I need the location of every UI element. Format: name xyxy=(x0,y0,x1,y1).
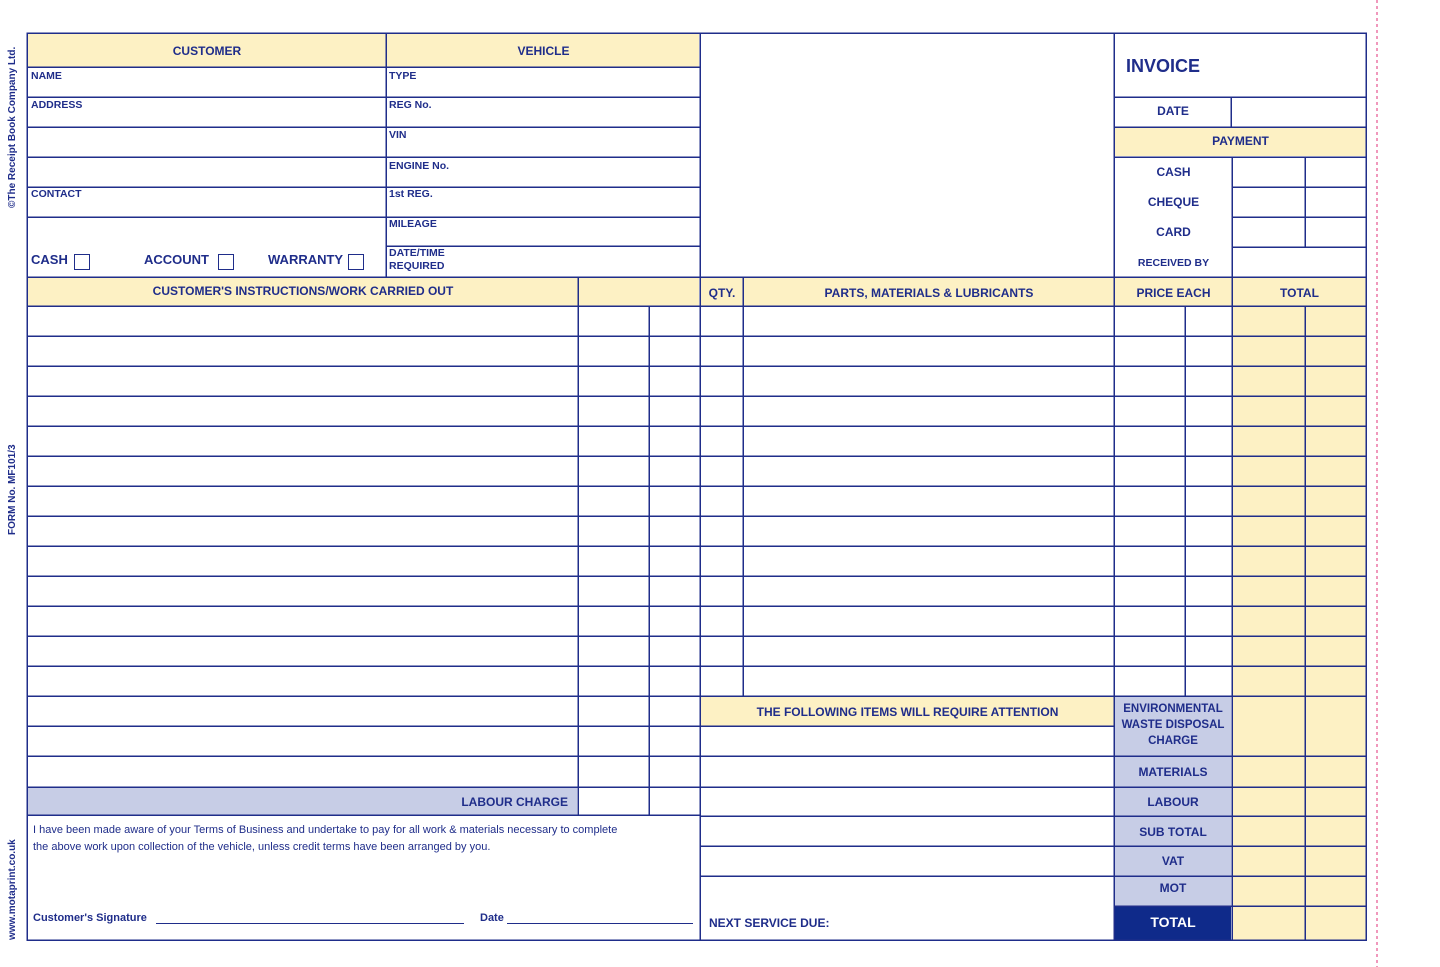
customer-contact-field[interactable] xyxy=(100,188,384,246)
customer-address-field[interactable] xyxy=(100,98,384,186)
copyright-text: ©The Receipt Book Company Ltd. xyxy=(7,46,18,208)
work-header: CUSTOMER'S INSTRUCTIONS/WORK CARRIED OUT xyxy=(152,284,454,298)
received-by-label: RECEIVED BY xyxy=(1137,257,1210,269)
subtotal-label: SUB TOTAL xyxy=(1139,825,1207,839)
signature-label: Customer's Signature xyxy=(33,912,147,924)
signature-field[interactable] xyxy=(156,923,464,924)
name-label: NAME xyxy=(31,70,62,82)
payment-header: PAYMENT xyxy=(1212,134,1269,148)
vehicle-header: VEHICLE xyxy=(517,44,570,58)
env-label-line3: CHARGE xyxy=(1148,735,1198,747)
labour-label: LABOUR xyxy=(1147,795,1199,809)
payment-cheque-label: CHEQUE xyxy=(1147,195,1200,209)
sign-date-label: Date xyxy=(480,912,504,924)
first-reg-label: 1st REG. xyxy=(389,188,433,200)
warranty-checkbox[interactable] xyxy=(348,254,364,270)
qty-header: QTY. xyxy=(708,286,736,300)
customer-header: CUSTOMER xyxy=(172,44,242,58)
attention-header: THE FOLLOWING ITEMS WILL REQUIRE ATTENTION xyxy=(756,705,1059,719)
sign-date-field[interactable] xyxy=(507,923,693,924)
terms-line-2: the above work upon collection of the vehicle, unless credit terms have been arranged by you. xyxy=(33,841,491,853)
account-checkbox[interactable] xyxy=(218,254,234,270)
account-option-label: ACCOUNT xyxy=(144,252,209,267)
invoice-title: INVOICE xyxy=(1126,56,1201,76)
labour-charge-label: LABOUR CHARGE xyxy=(461,795,568,809)
warranty-option-label: WARRANTY xyxy=(268,252,344,267)
date-label: DATE xyxy=(1157,104,1189,118)
invoice-date-field[interactable] xyxy=(1233,98,1365,126)
parts-header: PARTS, MATERIALS & LUBRICANTS xyxy=(824,286,1034,300)
total-header: TOTAL xyxy=(1280,286,1319,300)
vehicle-details-field[interactable] xyxy=(470,68,698,276)
datetime-label-line2: REQUIRED xyxy=(389,260,445,272)
env-label-line2: WASTE DISPOSAL xyxy=(1121,719,1225,731)
website-text: www.motaprint.co.uk xyxy=(7,839,18,940)
parts-lines-area[interactable] xyxy=(744,307,1113,695)
vat-label: VAT xyxy=(1161,854,1185,868)
grand-total-label: TOTAL xyxy=(1150,914,1196,930)
price-each-header: PRICE EACH xyxy=(1136,286,1211,300)
invoice-logo-area xyxy=(702,34,1112,276)
payment-card-label: CARD xyxy=(1156,225,1191,239)
contact-label: CONTACT xyxy=(31,188,82,200)
mileage-label: MILEAGE xyxy=(389,218,437,230)
reg-label: REG No. xyxy=(389,99,432,111)
vin-label: VIN xyxy=(389,129,407,141)
attention-lines-area[interactable] xyxy=(702,727,1113,875)
address-label: ADDRESS xyxy=(31,99,83,111)
materials-label: MATERIALS xyxy=(1138,765,1208,779)
env-label-line1: ENVIRONMENTAL xyxy=(1123,703,1223,715)
engine-label: ENGINE No. xyxy=(389,160,450,172)
form-number: FORM No. MF101/3 xyxy=(7,444,18,535)
mot-label: MOT xyxy=(1159,881,1187,895)
type-label: TYPE xyxy=(389,70,417,82)
work-lines-area[interactable] xyxy=(28,307,577,786)
payment-cash-label: CASH xyxy=(1156,165,1191,179)
cash-option-label: CASH xyxy=(31,252,68,267)
next-service-label: NEXT SERVICE DUE: xyxy=(709,916,830,930)
cash-checkbox[interactable] xyxy=(74,254,90,270)
terms-line-1: I have been made aware of your Terms of Business and undertake to pay for all work & materials necessary to complete xyxy=(33,824,618,836)
customer-name-field[interactable] xyxy=(90,68,384,96)
datetime-label-line1: DATE/TIME xyxy=(389,247,445,259)
